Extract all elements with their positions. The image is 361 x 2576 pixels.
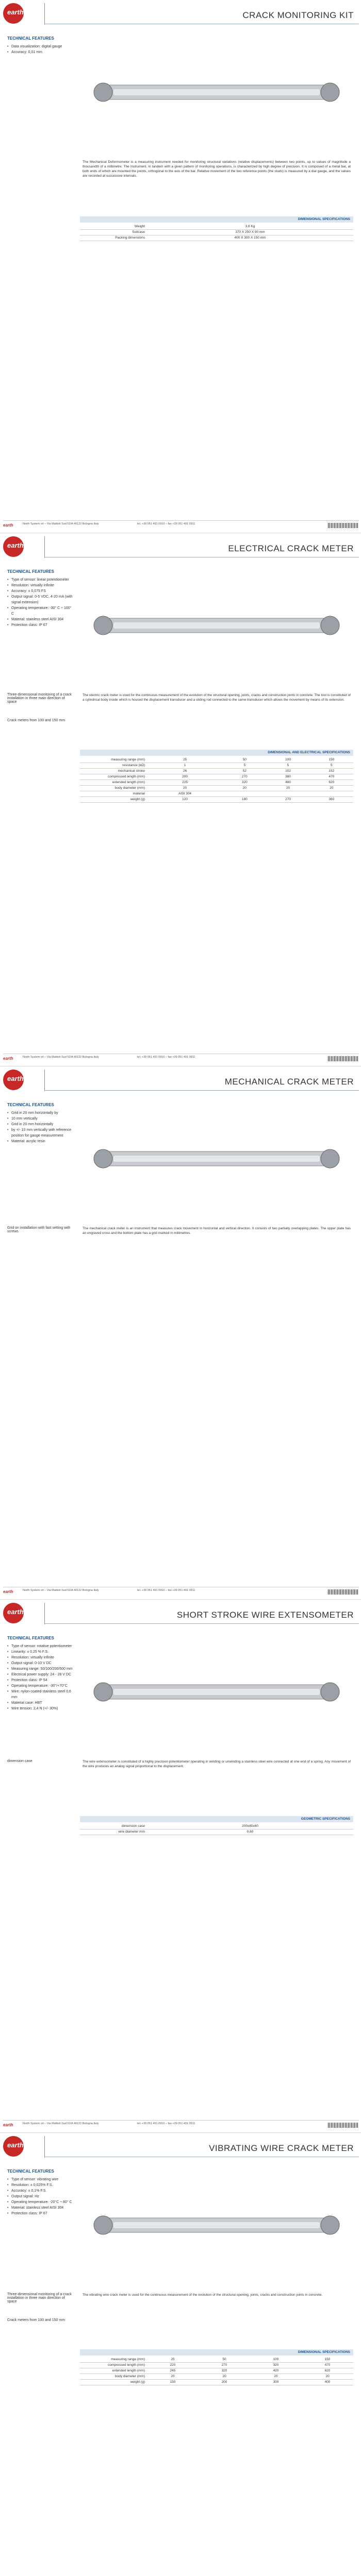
spec-value: 370 X 250 X 90 mm xyxy=(147,229,353,235)
earth-logo xyxy=(3,1603,39,1624)
spec-key: resistance (kΩ) xyxy=(80,762,147,768)
product-image xyxy=(83,2166,351,2284)
logo-text: earth xyxy=(7,1075,24,1082)
spec-value: 400 xyxy=(302,2379,353,2385)
spec-table xyxy=(80,2357,353,2385)
earth-logo xyxy=(3,1070,39,1091)
feature-item: • Accuracy: ± 0,1% F.S. xyxy=(7,2188,74,2194)
page-header xyxy=(0,0,361,28)
footer-brand: earth xyxy=(3,1056,13,1061)
features-list xyxy=(7,1110,74,1144)
spec-row xyxy=(80,2368,353,2374)
product-drawing xyxy=(83,1633,351,1751)
spec-value: 620 xyxy=(302,2368,353,2374)
spec-value: 150 xyxy=(147,2379,199,2385)
spec-key: Suitcase xyxy=(80,229,147,235)
spec-row xyxy=(80,762,353,768)
caption-1: Grid on installation with fast setting with screws xyxy=(7,1226,71,1233)
footer-address: North System srl – Via Mattioli Sud 52/A 40122 Bologna Italy xyxy=(23,522,99,526)
feature-item: • Protection class: IP 54 xyxy=(7,1677,74,1683)
spec-row xyxy=(80,2362,353,2368)
spec-key: compressed length (mm) xyxy=(80,2362,147,2368)
spec-table xyxy=(80,224,353,241)
feature-item: • Resolution: virtually infinite xyxy=(7,583,74,588)
technical-features xyxy=(7,2169,74,2216)
spec-value: 620 xyxy=(310,779,353,785)
features-list xyxy=(7,44,74,55)
technical-features xyxy=(7,1636,74,1711)
footer-contact: tel. +39 051 491 0910 – fax +39 051 491 0911 xyxy=(137,522,195,526)
header-divider xyxy=(44,2136,45,2158)
spec-row xyxy=(80,796,353,802)
feature-item: • Material: acrylic resin xyxy=(7,1139,74,1144)
spec-value xyxy=(310,791,353,796)
spec-header-cell: 100 xyxy=(250,2357,302,2362)
spec-value: AISI 304 xyxy=(147,791,223,796)
spec-table xyxy=(80,757,353,803)
header-divider xyxy=(44,1070,45,1091)
footer-brand: earth xyxy=(3,1589,13,1594)
spec-value: 120 xyxy=(147,796,223,802)
spec-value: 5 xyxy=(223,762,266,768)
feature-item: • Type of sensor: vibrating wire xyxy=(7,2177,74,2182)
feature-item: • Output signal: Hz xyxy=(7,2194,74,2199)
feature-item: • Resolution: virtually infinite xyxy=(7,1655,74,1660)
spec-value: 3,6 Kg xyxy=(147,224,353,229)
page-footer xyxy=(3,2120,359,2129)
spec-key: Packing dimensions xyxy=(80,235,147,241)
page-title: SHORT STROKE WIRE EXTENSOMETER xyxy=(176,1610,354,1620)
feature-item: • Accuracy: 0,01 mm xyxy=(7,49,74,55)
earth-logo xyxy=(3,3,39,25)
logo-text: earth xyxy=(7,8,24,16)
spec-value: 20 xyxy=(310,785,353,791)
page-title: CRACK MONITORING KIT xyxy=(242,10,354,20)
spec-key: Weight xyxy=(80,224,147,229)
spec-row xyxy=(80,229,353,235)
feature-item: • Protection class: IP 67 xyxy=(7,2211,74,2216)
spec-row xyxy=(80,235,353,241)
spec-value: 320 xyxy=(223,779,266,785)
feature-item: • Operating temperature: -20°C ÷ 80° C xyxy=(7,2199,74,2205)
page-4 xyxy=(0,1600,361,2133)
logo-text: earth xyxy=(7,1608,24,1616)
spec-key: body diameter (mm) xyxy=(80,785,147,791)
spec-value: 270 xyxy=(199,2362,250,2368)
spec-value: 470 xyxy=(310,774,353,779)
page-header xyxy=(0,1600,361,1628)
spec-value: 180 xyxy=(223,796,266,802)
spec-row xyxy=(80,774,353,779)
spec-header-cell: 150 xyxy=(310,757,353,762)
product-drawing xyxy=(83,1099,351,1218)
feature-item: • by +/- 10 mm vertically with reference position for gauge measurement xyxy=(7,1127,74,1139)
spec-key: mechanical stroke xyxy=(80,768,147,774)
features-list xyxy=(7,2177,74,2216)
page-footer xyxy=(3,520,359,530)
product-description: The Mechanical Deformometer is a measuring instrument needed for monitoring structural variations (relative displacements) between two points, up to values of magnitude a thousandth of a millimetre. The instrument, in tandem with a given pattern of monitoring operations, is characterized by high degree of precision. It is composed of a metal bar, at both ends of which are mounted the points, orthogonal to the axis of the bar. Relative movement of the two reference points (the studs) is measured by a dial gauge, and the values are recorded at successive intervals. xyxy=(83,160,351,178)
feature-item: • Data visualization: digital gauge xyxy=(7,44,74,49)
features-list xyxy=(7,577,74,628)
spec-value: 20 xyxy=(266,785,309,791)
spec-key: compressed length (mm) xyxy=(80,774,147,779)
header-divider xyxy=(44,536,45,558)
footer-address: North System srl – Via Mattioli Sud 52/A 40122 Bologna Italy xyxy=(23,2122,99,2125)
spec-value: 0,60 xyxy=(147,1829,353,1835)
spec-value: 225 xyxy=(147,779,223,785)
spec-value: 102 xyxy=(266,768,309,774)
product-drawing xyxy=(83,2166,351,2284)
feature-item: • 10 mm vertically xyxy=(7,1116,74,1122)
product-image xyxy=(83,1099,351,1218)
page-2 xyxy=(0,533,361,1066)
feature-item: • Output signal: 0-5 VDC, 4-20 mA (with signal extension) xyxy=(7,594,74,605)
feature-item: • Wire: nylon-coated stainless steel 0,6 mm xyxy=(7,1689,74,1700)
spec-row xyxy=(80,785,353,791)
spec-header-cell: 25 xyxy=(147,757,223,762)
barcode-icon xyxy=(328,523,359,528)
product-image xyxy=(83,33,351,151)
spec-key: extended length (mm) xyxy=(80,2368,147,2374)
product-description: The wire extensometer is constituted of a highly precision potentiometer operating in winding or unwinding a stainless steel wire connected at one end of a spring. Any movement of the wire produces an analog signal proportional to the displacement. xyxy=(83,1760,351,1768)
spec-value: 380 xyxy=(266,774,309,779)
product-image xyxy=(83,566,351,685)
spec-key: dimension case xyxy=(80,1823,147,1829)
features-heading: TECHNICAL FEATURES xyxy=(7,2169,54,2174)
spec-value: 52 xyxy=(223,768,266,774)
feature-item: • Type of sensor: linear potentiometer xyxy=(7,577,74,583)
page-title: VIBRATING WIRE CRACK METER xyxy=(209,2143,354,2153)
barcode-icon xyxy=(328,1056,359,1061)
feature-item: • Linearity: ± 0,25 % F.S. xyxy=(7,1649,74,1655)
spec-value: 5 xyxy=(310,762,353,768)
feature-item: • Operating temperature: -30° C ÷ 100° C xyxy=(7,605,74,617)
spec-row xyxy=(80,1829,353,1835)
caption-1: dimension case xyxy=(7,1759,32,1763)
spec-key: body diameter (mm) xyxy=(80,2374,147,2379)
spec-value: 200x80x60 xyxy=(147,1823,353,1829)
earth-logo xyxy=(3,2136,39,2158)
feature-item: • Electrical power supply: 24 - 28 V DC xyxy=(7,1672,74,1677)
spec-row xyxy=(80,1823,353,1829)
spec-row xyxy=(80,2379,353,2385)
barcode-icon xyxy=(328,2123,359,2128)
spec-heading: DIMENSIONAL SPECIFICATIONS xyxy=(80,216,353,223)
features-heading: TECHNICAL FEATURES xyxy=(7,1636,54,1640)
spec-value: 270 xyxy=(223,774,266,779)
spec-value: 320 xyxy=(199,2368,250,2374)
spec-heading: GEOMETRIC SPECIFICATIONS xyxy=(80,1816,353,1822)
spec-value: 20 xyxy=(223,785,266,791)
spec-header-cell: 25 xyxy=(147,2357,199,2362)
features-heading: TECHNICAL FEATURES xyxy=(7,569,54,574)
spec-value: 200 xyxy=(199,2379,250,2385)
spec-value: 360 xyxy=(310,796,353,802)
feature-item: • Material: stainless steel AISI 304 xyxy=(7,2205,74,2211)
header-rule xyxy=(44,1623,359,1624)
spec-value: 5 xyxy=(266,762,309,768)
features-list xyxy=(7,1643,74,1711)
spec-value: 20 xyxy=(250,2374,302,2379)
spec-value: 152 xyxy=(310,768,353,774)
spec-value: 470 xyxy=(302,2362,353,2368)
feature-item: • Material: stainless steel AISI 304 xyxy=(7,617,74,622)
product-description: The vibrating wire crack meter is used for the continuous measurement of the evolution of the structural opening, joints, cracks and construction joints in concrete. xyxy=(83,2293,322,2297)
technical-features xyxy=(7,569,74,628)
spec-header-cell: 50 xyxy=(223,757,266,762)
footer-contact: tel. +39 051 491 0910 – fax +39 051 491 0911 xyxy=(137,1056,195,1059)
feature-item: • Material case: HBT xyxy=(7,1700,74,1706)
spec-row xyxy=(80,768,353,774)
spec-key: material xyxy=(80,791,147,796)
caption-1: Three-dimensional monitoring of a crack installation in three main direction of space xyxy=(7,693,72,704)
feature-item: • Accuracy: ± 0,075 FS xyxy=(7,588,74,594)
spec-value: 320 xyxy=(250,2362,302,2368)
footer-address: North System srl – Via Mattioli Sud 52/A 40122 Bologna Italy xyxy=(23,1589,99,1592)
spec-heading: DIMENSIONAL SPECIFICATIONS xyxy=(80,2349,353,2355)
spec-value: 420 xyxy=(250,2368,302,2374)
header-divider xyxy=(44,1603,45,1624)
footer-contact: tel. +39 051 491 0910 – fax +39 051 491 0911 xyxy=(137,2122,195,2125)
footer-brand: earth xyxy=(3,523,13,528)
spec-heading: DIMENSIONAL AND ELECTRICAL SPECIFICATIONS xyxy=(80,750,353,756)
logo-text: earth xyxy=(7,2141,24,2149)
spec-key: extended length (mm) xyxy=(80,779,147,785)
feature-item: • Type of sensor: rotative potentiometer xyxy=(7,1643,74,1649)
page-footer xyxy=(3,1054,359,1063)
page-title: MECHANICAL CRACK METER xyxy=(224,1077,354,1087)
spec-value: 1 xyxy=(147,762,223,768)
footer-address: North System srl – Via Mattioli Sud 52/A 40122 Bologna Italy xyxy=(23,1056,99,1059)
page-3 xyxy=(0,1066,361,1600)
spec-value: 20 xyxy=(147,785,223,791)
spec-value: 245 xyxy=(147,2368,199,2374)
spec-value: 300 xyxy=(250,2379,302,2385)
spec-key: weight (g) xyxy=(80,2379,147,2385)
feature-item: • Operating temperature: -30°/+70°C xyxy=(7,1683,74,1689)
feature-item: • Grid in 20 mm horizontally xyxy=(7,1122,74,1127)
spec-row xyxy=(80,791,353,796)
spec-value: 20 xyxy=(199,2374,250,2379)
caption-2: Crack meters from 100 and 150 mm xyxy=(7,719,65,722)
spec-value: 200 xyxy=(147,774,223,779)
footer-contact: tel. +39 051 491 0910 – fax +39 051 491 0911 xyxy=(137,1589,195,1592)
feature-item: • Grid in 20 mm horizontally by xyxy=(7,1110,74,1116)
feature-item: • Measuring range: 50/100/200/500 mm xyxy=(7,1666,74,1672)
earth-logo xyxy=(3,536,39,558)
spec-value: 480 xyxy=(266,779,309,785)
header-rule xyxy=(44,1090,359,1091)
spec-value: 270 xyxy=(266,796,309,802)
feature-item: • Protection class: IP 67 xyxy=(7,622,74,628)
spec-header-cell: 100 xyxy=(266,757,309,762)
caption-1: Three-dimensional monitoring of a crack installation in three main direction of space xyxy=(7,2293,72,2303)
spec-header-row xyxy=(80,2357,353,2362)
page-1 xyxy=(0,0,361,533)
feature-item: • Wire tension: 2,4 N (+/- 30%) xyxy=(7,1706,74,1711)
spec-value: 26 xyxy=(147,768,223,774)
spec-value: 400 X 300 X 150 mm xyxy=(147,235,353,241)
features-heading: TECHNICAL FEATURES xyxy=(7,36,54,41)
product-image xyxy=(83,1633,351,1751)
caption-2: Crack meters from 100 and 150 mm xyxy=(7,2318,65,2322)
footer-brand: earth xyxy=(3,2123,13,2127)
spec-row xyxy=(80,779,353,785)
spec-value: 220 xyxy=(147,2362,199,2368)
page-footer xyxy=(3,1587,359,1596)
spec-value xyxy=(223,791,266,796)
features-heading: TECHNICAL FEATURES xyxy=(7,1103,54,1107)
page-5 xyxy=(0,2133,361,2576)
spec-value xyxy=(266,791,309,796)
spec-row xyxy=(80,224,353,229)
technical-features xyxy=(7,1103,74,1144)
page-title: ELECTRICAL CRACK METER xyxy=(228,544,354,553)
spec-value: 20 xyxy=(302,2374,353,2379)
spec-header-cell: measuring range (mm) xyxy=(80,757,147,762)
product-description: The mechanical crack meter is an instrument that measures crack movement in horizontal and vertical direction. It consists of two partially overlapping plates. The upper plate has an engraved cross and the bottom plate has a grid marked in millimetres. xyxy=(83,1227,351,1235)
product-drawing xyxy=(83,33,351,151)
product-description: The electric crack meter is used for the continuous measurement of the evolution of the structural opening, joints, cracks and construction joints in concrete. The tool is constituted of a cylindrical body inside which is housed the displacement transducer and a sliding rod connected to the same transducer which allows the movement by means of its extension. xyxy=(83,693,351,702)
logo-text: earth xyxy=(7,541,24,549)
spec-key: weight (g) xyxy=(80,796,147,802)
spec-header-cell: 50 xyxy=(199,2357,250,2362)
barcode-icon xyxy=(328,1589,359,1595)
spec-row xyxy=(80,2374,353,2379)
product-drawing xyxy=(83,566,351,685)
spec-table xyxy=(80,1823,353,1835)
spec-header-row xyxy=(80,757,353,762)
spec-key: wire diameter mm xyxy=(80,1829,147,1835)
page-header xyxy=(0,2133,361,2161)
feature-item: • Resolution: ± 0,025% F.S. xyxy=(7,2182,74,2188)
spec-header-cell: 150 xyxy=(302,2357,353,2362)
technical-features xyxy=(7,36,74,55)
header-divider xyxy=(44,3,45,25)
page-header xyxy=(0,1066,361,1094)
spec-header-cell: measuring range (mm) xyxy=(80,2357,147,2362)
spec-value: 20 xyxy=(147,2374,199,2379)
page-header xyxy=(0,533,361,561)
feature-item: • Output signal: 0-10 V DC xyxy=(7,1660,74,1666)
